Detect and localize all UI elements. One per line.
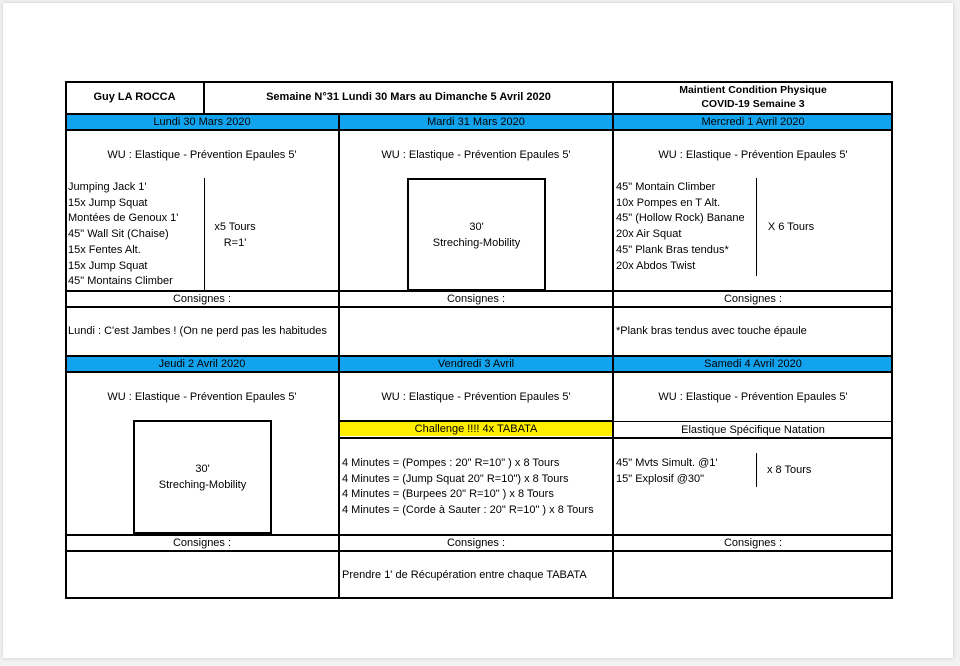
exercise-item: Montées de Genoux 1'	[68, 212, 179, 225]
box-duration: 30'	[469, 221, 484, 233]
exercise-item: 45" Montain Climber	[616, 181, 716, 193]
grid-line	[65, 290, 893, 292]
day-label-monday: Lundi 30 Mars 2020	[153, 116, 251, 128]
program-title: Maintient Condition Physique	[679, 84, 827, 96]
grid-line	[65, 129, 893, 131]
grid-line	[65, 550, 893, 552]
divider	[204, 178, 205, 291]
warmup-saturday: WU : Elastique - Prévention Epaules 5'	[658, 391, 848, 403]
grid-line	[612, 421, 893, 422]
exercise-item: Jumping Jack 1'	[68, 181, 147, 193]
day-label-saturday: Samedi 4 Avril 2020	[704, 358, 802, 370]
exercise-item: 20x Abdos Twist	[616, 259, 696, 272]
exercise-item: 45" (Hollow Rock) Banane	[616, 212, 745, 225]
week-title: Semaine N°31 Lundi 30 Mars au Dimanche 5 Avril 2020	[266, 91, 551, 103]
exercise-list-wednesday	[616, 180, 745, 274]
exercise-item: 15x Fentes Alt.	[68, 243, 141, 256]
program-subtitle: COVID-19 Semaine 3	[701, 98, 805, 110]
grid-line	[203, 81, 205, 114]
rounds-monday: x5 Tours	[214, 221, 256, 233]
note-wednesday: *Plank bras tendus avec touche épaule	[616, 325, 807, 337]
day-label-tuesday: Mardi 31 Mars 2020	[427, 116, 525, 128]
author-name: Guy LA ROCCA	[93, 91, 176, 103]
box-activity: Streching-Mobility	[432, 237, 521, 249]
grid-line	[65, 306, 893, 308]
exercise-item: 10x Pompes en T Alt.	[616, 196, 721, 209]
grid-line	[891, 81, 893, 599]
box-duration: 30'	[195, 463, 210, 475]
day-label-thursday: Jeudi 2 Avril 2020	[158, 358, 246, 370]
exercise-item: 45" Wall Sit (Chaise)	[68, 228, 169, 241]
consignes-label: Consignes :	[446, 537, 506, 549]
warmup-tuesday: WU : Elastique - Prévention Epaules 5'	[381, 149, 571, 161]
divider	[756, 453, 757, 487]
grid-line	[338, 113, 340, 599]
warmup-thursday: WU : Elastique - Prévention Epaules 5'	[107, 391, 297, 403]
warmup-monday: WU : Elastique - Prévention Epaules 5'	[107, 149, 297, 161]
exercise-item: 4 Minutes = (Jump Squat 20" R=10") x 8 Tours	[342, 472, 569, 485]
consignes-label: Consignes :	[723, 537, 783, 549]
consignes-label: Consignes :	[446, 293, 506, 305]
rounds-saturday: x 8 Tours	[767, 464, 812, 476]
exercise-item: 15" Explosif @30"	[616, 472, 705, 485]
stretching-box-thursday	[133, 420, 272, 534]
stretching-box-tuesday	[407, 178, 546, 291]
exercise-item: 45" Plank Bras tendus*	[616, 243, 729, 256]
grid-line	[65, 81, 67, 599]
consignes-label: Consignes :	[172, 537, 232, 549]
consignes-label: Consignes :	[172, 293, 232, 305]
rounds-wednesday: X 6 Tours	[767, 221, 815, 233]
grid-line	[65, 371, 893, 373]
exercise-list-monday	[68, 180, 178, 290]
exercise-item: 4 Minutes = (Pompes : 20" R=10" ) x 8 Tours	[342, 457, 560, 469]
exercise-item: 20x Air Squat	[616, 228, 682, 241]
exercise-item: 15x Jump Squat	[68, 196, 148, 209]
note-monday: Lundi : C'est Jambes ! (On ne perd pas les habitudes	[68, 325, 327, 337]
exercise-item: 4 Minutes = (Burpees 20" R=10" ) x 8 Tours	[342, 488, 554, 501]
saturday-subtitle: Elastique Spécifique Natation	[681, 424, 825, 436]
box-activity: Streching-Mobility	[158, 479, 247, 491]
day-label-wednesday: Mercredi 1 Avril 2020	[701, 116, 805, 128]
exercise-list-saturday	[616, 456, 718, 487]
rest-monday: R=1'	[223, 237, 247, 249]
grid-line	[65, 113, 893, 115]
grid-line	[340, 437, 893, 439]
grid-line	[65, 355, 893, 357]
challenge-label: Challenge !!!! 4x TABATA	[414, 423, 538, 435]
exercise-item: 45" Montains Climber	[68, 275, 173, 288]
exercise-list-friday	[342, 456, 594, 519]
consignes-label: Consignes :	[723, 293, 783, 305]
exercise-item: 45" Mvts Simult. @1'	[616, 457, 718, 469]
warmup-wednesday: WU : Elastique - Prévention Epaules 5'	[658, 149, 848, 161]
warmup-friday: WU : Elastique - Prévention Epaules 5'	[381, 391, 571, 403]
grid-line	[65, 534, 893, 536]
day-label-friday: Vendredi 3 Avril	[437, 358, 515, 370]
exercise-item: 4 Minutes = (Corde à Sauter : 20" R=10" ) x 8 Tours	[342, 504, 594, 517]
note-friday: Prendre 1' de Récupération entre chaque TABATA	[342, 569, 587, 581]
grid-line	[65, 81, 893, 83]
grid-line	[612, 81, 614, 599]
grid-line	[65, 597, 893, 599]
grid-line	[340, 420, 612, 422]
exercise-item: 15x Jump Squat	[68, 259, 148, 272]
